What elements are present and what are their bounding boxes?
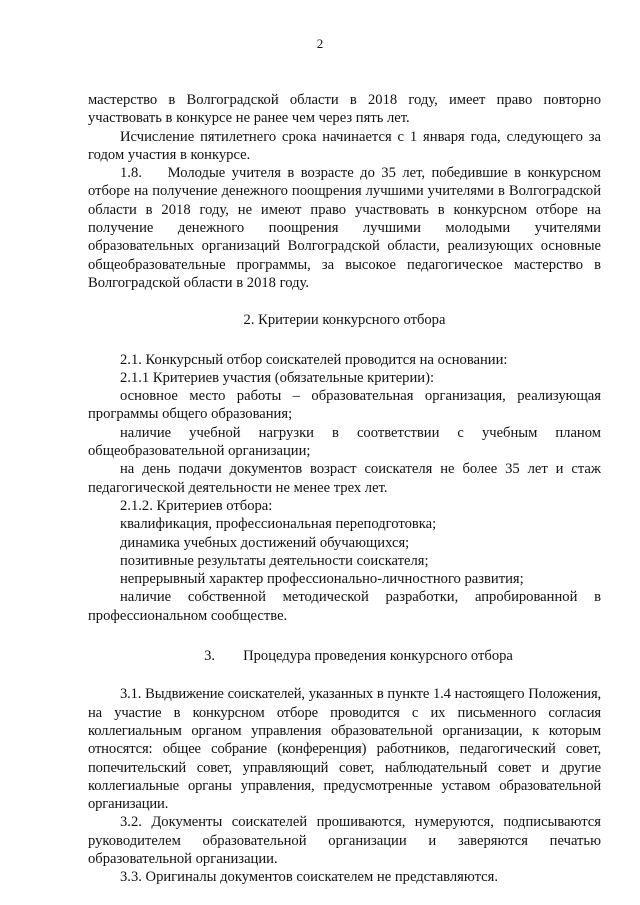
- criteria-item: основное место работы – образовательная организация, реализующая программы общего образования;: [88, 388, 601, 423]
- page-number: 2: [316, 36, 324, 51]
- paragraph-3-2: 3.2. Документы соискателей прошиваются, нумеруются, подписываются руководителем образовательной организации и заверяются печатью образовательной организации.: [88, 814, 601, 867]
- criteria-item: на день подачи документов возраст соискателя не более 35 лет и стаж педагогической деятельности не менее трех лет.: [88, 461, 601, 496]
- criteria-item: квалификация, профессиональная переподготовка;: [120, 516, 437, 533]
- paragraph-2-1-2: 2.1.2. Критериев отбора:: [120, 497, 273, 514]
- criteria-item: наличие собственной методической разработки, апробированной в профессиональном сообществе.: [88, 589, 601, 624]
- section-2-heading: 2. Критерии конкурсного отбора: [243, 312, 446, 329]
- criteria-item: динамика учебных достижений обучающихся;: [120, 534, 410, 551]
- paragraph-3-1: 3.1. Выдвижение соискателей, указанных в пункте 1.4 настоящего Положения, на участие в конкурсном отборе проводится с их письменного согласия коллегиальным органом управления образовательной организации, к которым относятся: общее собрание (конференция) работников, педагогический совет, попечительский совет, управляющий совет, наблюдательный совет и другие коллегиальные органы управления, предусмотренные уставом образовательной организации.: [88, 686, 601, 813]
- section-3-heading-number: 3.: [204, 648, 216, 665]
- section-3-heading-text: Процедура проведения конкурсного отбора: [243, 648, 513, 665]
- paragraph-1-8: 1.8. Молодые учителя в возрасте до 35 лет, победившие в конкурсном отборе на получение денежного поощрения лучшими учителями в Волгоградской области в 2018 году, не имеют право участвовать в конкурсном отборе на получение денежного поощрения лучшими молодыми учителями образовательных организаций Волгоградской области, реализующих основные общеобразовательные программы, за высокое педагогическое мастерство в Волгоградской области в 2018 году.: [88, 165, 601, 291]
- criteria-item: непрерывный характер профессионально-личностного развития;: [120, 571, 524, 588]
- paragraph-2-1-1: 2.1.1 Критериев участия (обязательные критерии):: [120, 369, 435, 386]
- section-3-heading: [88, 647, 601, 665]
- paragraph-3-3: 3.3. Оригиналы документов соискателем не представляются.: [120, 869, 498, 886]
- criteria-item: позитивные результаты деятельности соискателя;: [120, 552, 429, 569]
- criteria-item: наличие учебной нагрузки в соответствии с учебным планом общеобразовательной организации;: [88, 424, 601, 460]
- document-body: [88, 91, 601, 887]
- paragraph: мастерство в Волгоградской области в 2018 году, имеет право повторно участвовать в конкурсе не ранее чем через пять лет.: [88, 92, 601, 127]
- paragraph: Исчисление пятилетнего срока начинается с 1 января года, следующего за годом участия в конкурсе.: [88, 128, 601, 163]
- paragraph-2-1: 2.1. Конкурсный отбор соискателей проводится на основании:: [120, 351, 508, 368]
